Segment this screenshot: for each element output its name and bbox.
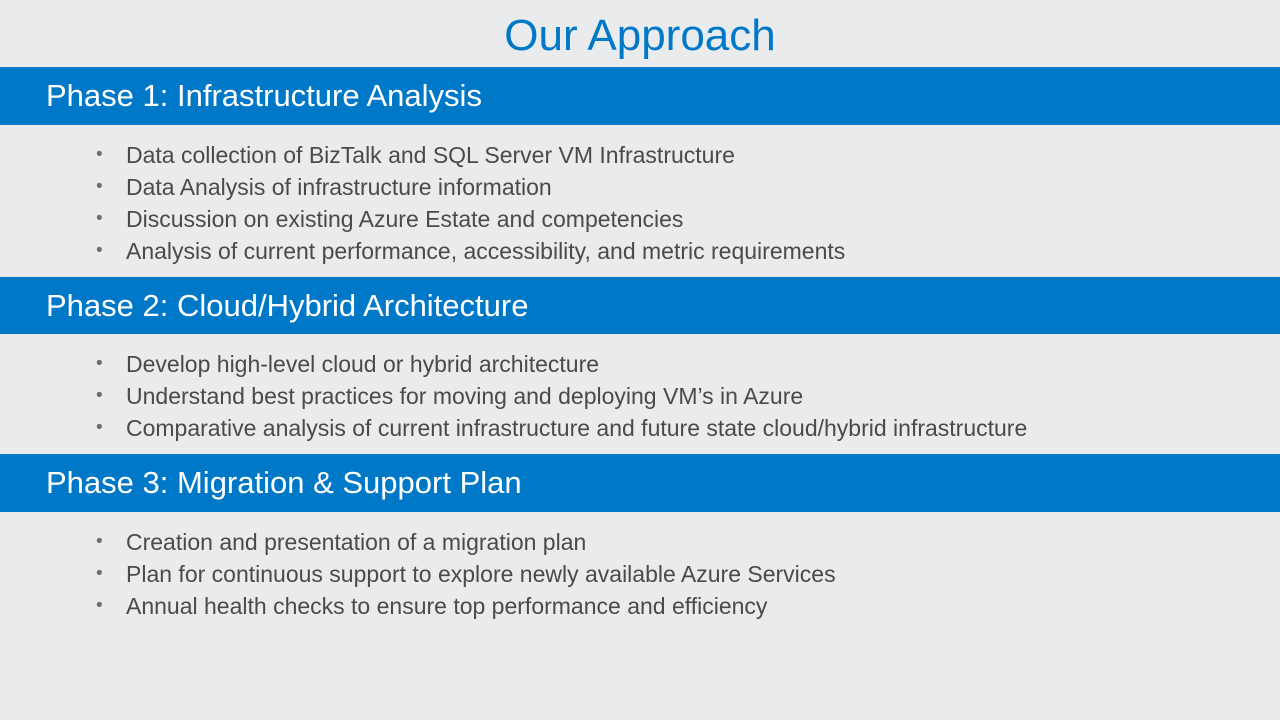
list-item-label: Develop high-level cloud or hybrid architecture: [126, 351, 600, 378]
spacer-above-phase-2: [0, 267, 1280, 277]
list-item-label: Data collection of BizTalk and SQL Server VM Infrastructure: [126, 141, 735, 168]
list-item: [0, 558, 1280, 590]
phase-block-3: [0, 454, 1280, 622]
page-title: Our Approach: [504, 11, 776, 60]
spacer-above-phase-3: [0, 444, 1280, 454]
phase-2-bullet-list: [0, 334, 1280, 444]
phase-2-heading: Phase 2: Cloud/Hybrid Architecture: [0, 277, 1280, 335]
bullet-icon: •: [96, 562, 103, 584]
bullet-icon: •: [96, 143, 103, 165]
phase-1-bullet-list: [0, 125, 1280, 267]
list-item: [0, 380, 1280, 412]
list-item: [0, 235, 1280, 267]
list-item-label: Plan for continuous support to explore newly available Azure Services: [126, 560, 836, 587]
list-item: [0, 139, 1280, 171]
list-item: [0, 171, 1280, 203]
bullet-icon: •: [96, 385, 103, 407]
bullet-icon: •: [96, 239, 103, 261]
list-item: [0, 412, 1280, 444]
phase-block-1: [0, 67, 1280, 267]
phase-block-2: [0, 277, 1280, 445]
bullet-icon: •: [96, 207, 103, 229]
phase-3-heading: Phase 3: Migration & Support Plan: [0, 454, 1280, 512]
list-item-label: Comparative analysis of current infrastructure and future state cloud/hybrid infrastructure: [126, 415, 1028, 442]
list-item-label: Creation and presentation of a migration plan: [126, 528, 587, 555]
phase-1-heading: Phase 1: Infrastructure Analysis: [0, 67, 1280, 125]
bullet-icon: •: [96, 417, 103, 439]
list-item: [0, 526, 1280, 558]
bullet-icon: •: [96, 175, 103, 197]
bullet-icon: •: [96, 353, 103, 375]
list-item-label: Data Analysis of infrastructure information: [126, 173, 552, 200]
list-item-label: Annual health checks to ensure top performance and efficiency: [126, 592, 768, 619]
list-item: [0, 203, 1280, 235]
list-item: [0, 590, 1280, 622]
bullet-icon: •: [96, 530, 103, 552]
list-item-label: Analysis of current performance, accessibility, and metric requirements: [126, 237, 846, 264]
list-item: [0, 348, 1280, 380]
bullet-icon: •: [96, 594, 103, 616]
list-item-label: Understand best practices for moving and deploying VM’s in Azure: [126, 383, 804, 410]
list-item-label: Discussion on existing Azure Estate and competencies: [126, 205, 684, 232]
phase-3-bullet-list: [0, 512, 1280, 622]
